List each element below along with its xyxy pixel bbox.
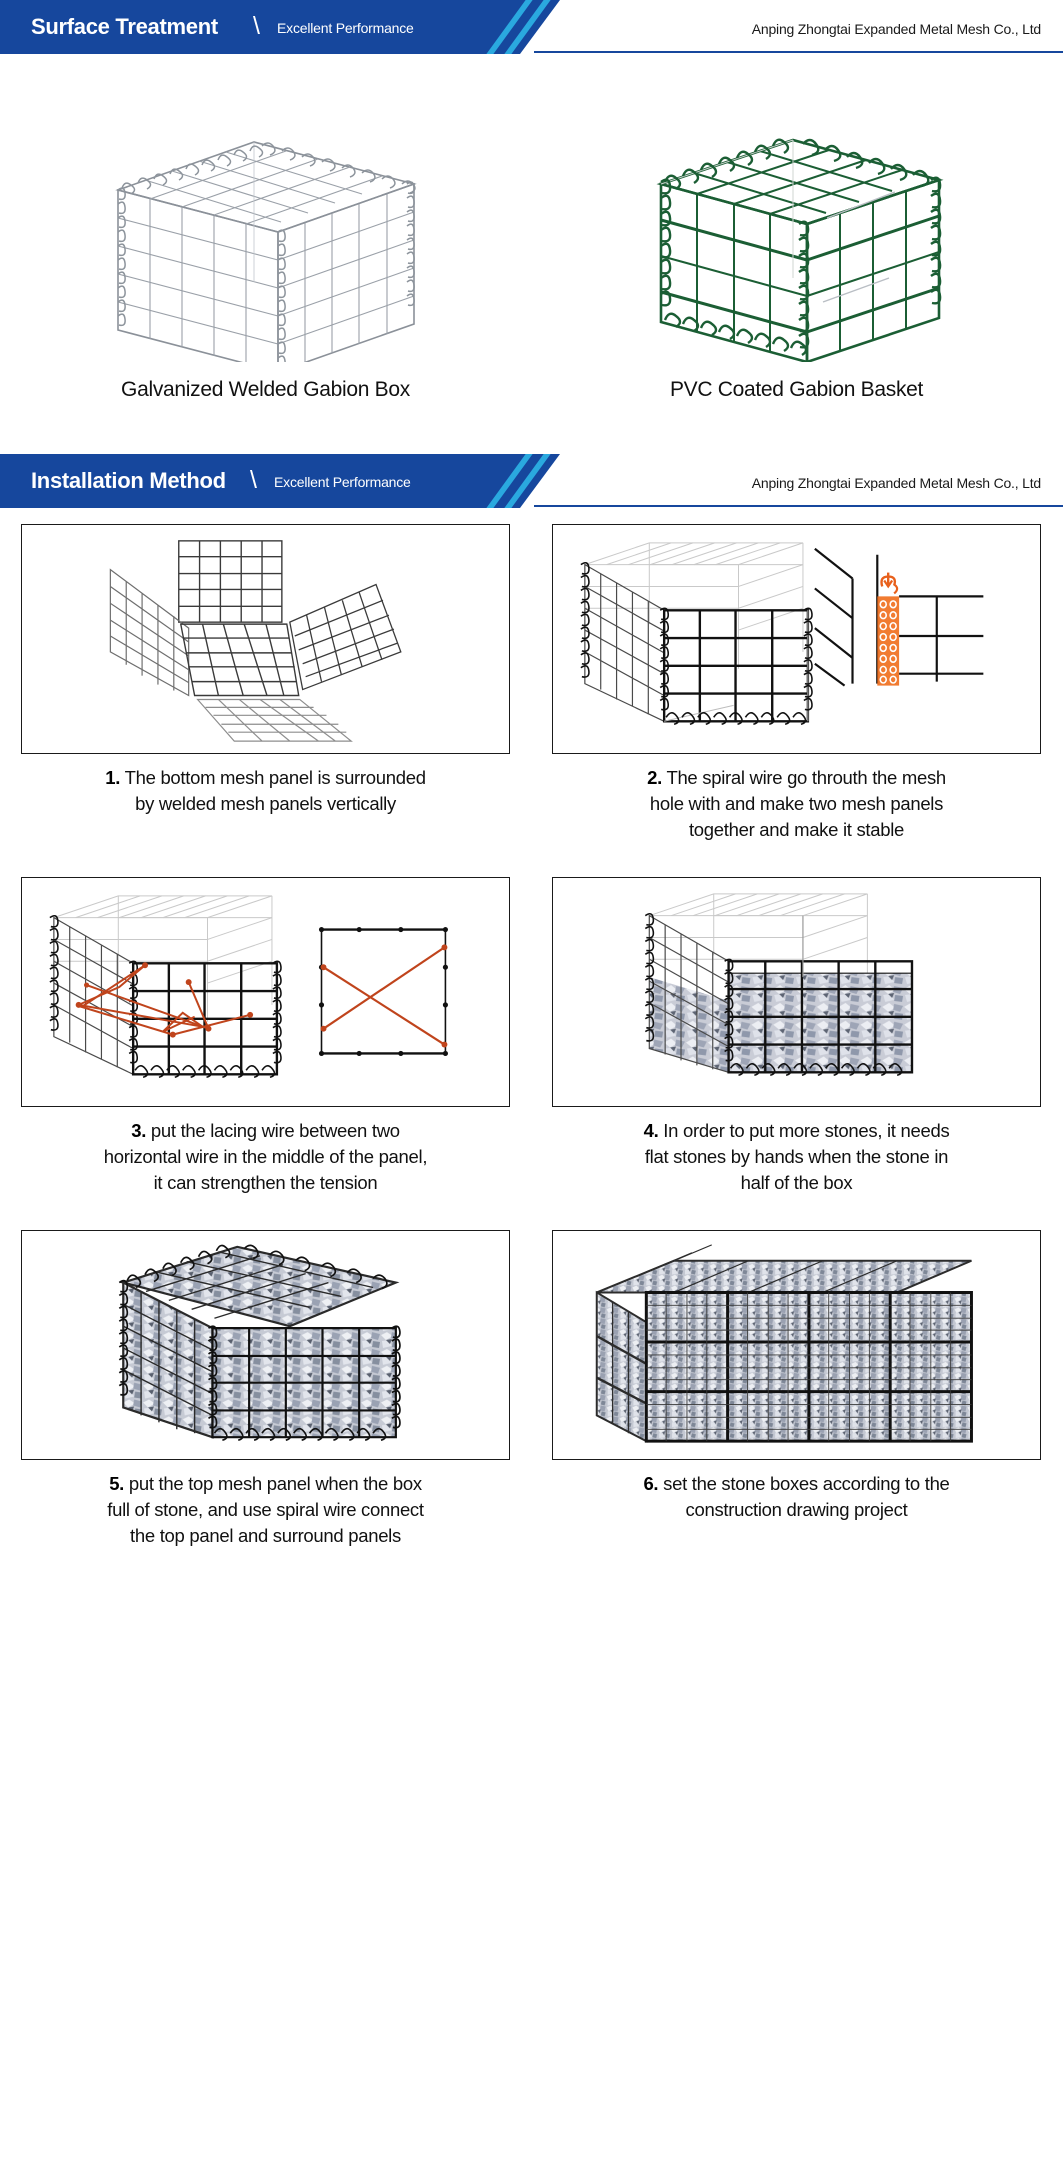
step-number: 4. bbox=[643, 1120, 659, 1141]
step-cell-2 bbox=[531, 524, 1062, 843]
step-3-image bbox=[21, 877, 510, 1107]
step-caption bbox=[632, 1471, 962, 1523]
step-number: 1. bbox=[105, 767, 121, 788]
step-number: 3. bbox=[131, 1120, 147, 1141]
banner-subtitle: Excellent Performance bbox=[274, 474, 411, 490]
step-cell-5 bbox=[0, 1230, 531, 1549]
step-text: set the stone boxes according to the construction drawing project bbox=[663, 1473, 950, 1520]
step-2-image bbox=[552, 524, 1041, 754]
step-row-1 bbox=[0, 524, 1063, 843]
step-5-image bbox=[21, 1230, 510, 1460]
pvc-coated-gabion-basket-image bbox=[627, 72, 967, 362]
step-row-3 bbox=[0, 1230, 1063, 1549]
product-caption: PVC Coated Gabion Basket bbox=[669, 378, 924, 401]
step-row-2 bbox=[0, 877, 1063, 1196]
step-number: 5. bbox=[109, 1473, 125, 1494]
step-cell-4 bbox=[531, 877, 1062, 1196]
step-text: put the top mesh panel when the box full of stone, and use spiral wire connect the top panel and surround panels bbox=[107, 1473, 424, 1546]
step-text: In order to put more stones, it needs flat stones by hands when the stone in half of the box bbox=[644, 1120, 950, 1193]
company-name: Anping Zhongtai Expanded Metal Mesh Co., Ltd bbox=[751, 21, 1041, 37]
company-name: Anping Zhongtai Expanded Metal Mesh Co., Ltd bbox=[751, 475, 1041, 491]
product-cell-pvc bbox=[531, 72, 1062, 402]
step-cell-3 bbox=[0, 877, 531, 1196]
step-number: 6. bbox=[643, 1473, 659, 1494]
banner-underline bbox=[534, 51, 1063, 53]
banner-underline bbox=[534, 505, 1063, 507]
installation-method-banner bbox=[0, 454, 1063, 508]
banner-title: Surface Treatment bbox=[31, 14, 218, 39]
banner-slash-divider: \ bbox=[253, 12, 260, 40]
step-text: put the lacing wire between two horizontal wire in the middle of the panel, it can strengthen the tension bbox=[103, 1120, 428, 1193]
step-caption bbox=[101, 1118, 431, 1196]
product-cell-galvanized bbox=[0, 72, 531, 402]
step-text: The spiral wire go throuth the mesh hole with and make two mesh panels together and make it stable bbox=[649, 767, 946, 840]
step-caption bbox=[101, 1471, 431, 1549]
step-number: 2. bbox=[647, 767, 662, 788]
step-1-image bbox=[21, 524, 510, 754]
galvanized-gabion-box-image bbox=[96, 72, 436, 362]
step-text: The bottom mesh panel is surrounded by welded mesh panels vertically bbox=[124, 767, 426, 814]
banner-subtitle: Excellent Performance bbox=[277, 20, 414, 36]
step-cell-1 bbox=[0, 524, 531, 843]
banner-title: Installation Method bbox=[31, 468, 226, 493]
step-caption bbox=[101, 765, 431, 817]
banner-slash-divider: \ bbox=[250, 466, 257, 494]
installation-steps bbox=[0, 508, 1063, 1549]
product-row bbox=[0, 54, 1063, 402]
step-cell-6 bbox=[531, 1230, 1062, 1549]
step-4-image bbox=[552, 877, 1041, 1107]
step-caption bbox=[632, 765, 962, 843]
step-6-image bbox=[552, 1230, 1041, 1460]
step-caption bbox=[632, 1118, 962, 1196]
surface-treatment-banner bbox=[0, 0, 1063, 54]
product-caption: Galvanized Welded Gabion Box bbox=[121, 378, 410, 401]
